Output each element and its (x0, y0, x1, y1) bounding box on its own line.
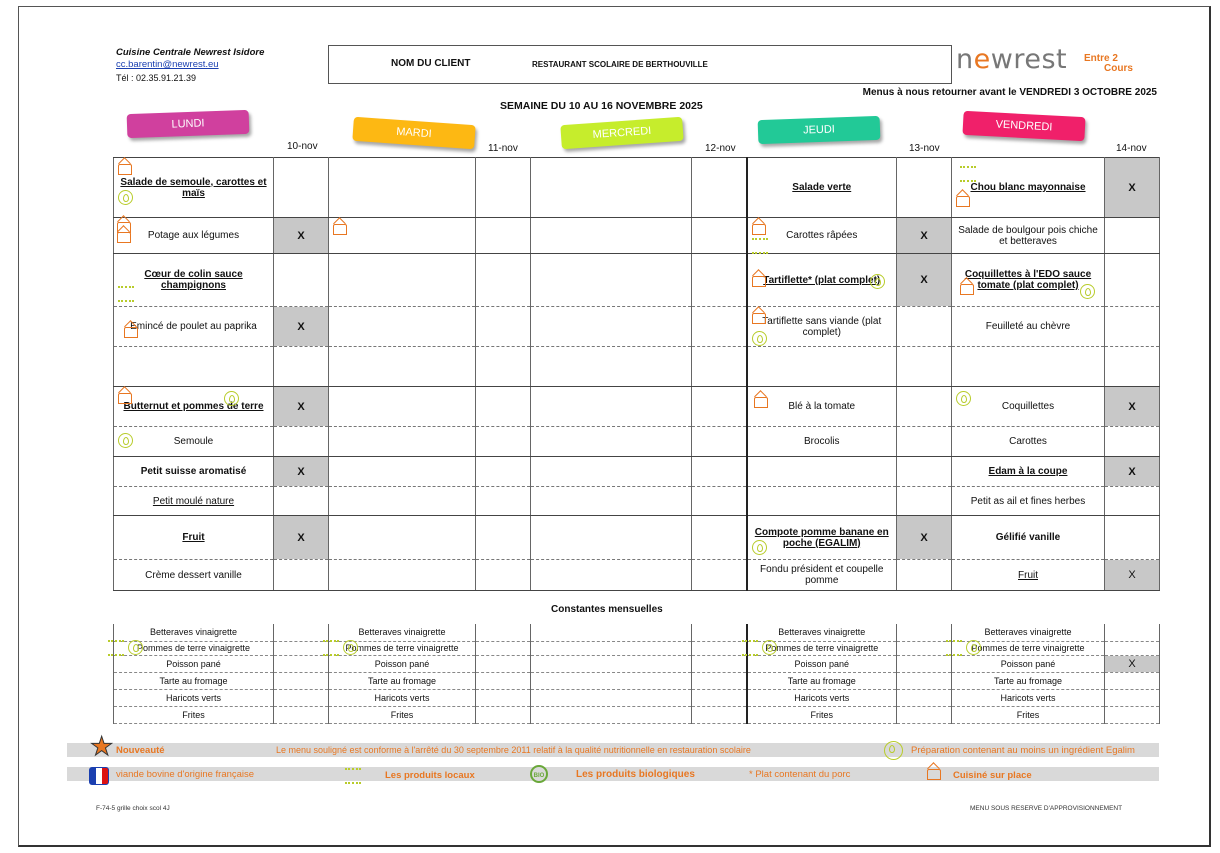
constant-item: Tarte au fromage (952, 672, 1105, 689)
dish-cell-jeu (747, 254, 897, 307)
day-tab-jeudi: JEUDI (758, 116, 881, 144)
choice-cell-jeu (897, 487, 952, 516)
date-mercredi: 12-nov (705, 143, 736, 154)
date-lundi: 10-nov (287, 141, 318, 152)
choice-cell-mer (692, 307, 747, 347)
dish-cell-mar (329, 254, 476, 307)
date-vendredi: 14-nov (1116, 143, 1147, 154)
local-product-icon (118, 286, 134, 302)
constant-row (114, 706, 1160, 723)
dish-name: Feuilleté au chèvre (985, 321, 1071, 332)
constant-choice (692, 689, 747, 706)
dish-cell-mar (329, 560, 476, 591)
constant-row (114, 641, 1160, 655)
dish-cell-mar (329, 427, 476, 457)
choice-cell-jeu: X (897, 254, 952, 307)
constant-item: Pommes de terre vinaigrette (952, 641, 1105, 655)
dish-cell-mar (329, 457, 476, 487)
local-product-icon (752, 238, 768, 254)
legend-bio: Les produits biologiques (576, 769, 695, 780)
dish-cell-mer (531, 254, 692, 307)
dish-name: Petit as ail et fines herbes (970, 495, 1086, 507)
dish-cell-mer (531, 218, 692, 254)
dish-cell-jeu (747, 457, 897, 487)
dish-cell-mon (114, 218, 274, 254)
house-icon (752, 224, 766, 235)
constant-choice (274, 689, 329, 706)
constant-item: Pommes de terre vinaigrette (114, 641, 274, 655)
constant-choice (531, 672, 692, 689)
dish-cell-mer (531, 427, 692, 457)
dish-cell-mon (114, 387, 274, 427)
dish-cell-jeu (747, 427, 897, 457)
dish-name: Crème dessert vanille (145, 569, 242, 581)
dish-cell-mer (531, 347, 692, 387)
dish-cell-mer (531, 516, 692, 560)
choice-cell-mar (476, 457, 531, 487)
table-row (114, 347, 1160, 387)
beef-icon (89, 767, 109, 785)
constant-choice (531, 641, 692, 655)
leaf-icon (224, 391, 239, 406)
dish-cell-mar (329, 218, 476, 254)
dish-cell-mon (114, 560, 274, 591)
leaf-icon (966, 640, 981, 655)
choice-cell-mar (476, 347, 531, 387)
choice-cell-mer (692, 427, 747, 457)
constant-choice-vendredi (1105, 672, 1160, 689)
week-title: SEMAINE DU 10 AU 16 NOVEMBRE 2025 (500, 100, 703, 112)
choice-cell-jeu (897, 560, 952, 591)
constant-choice-vendredi (1105, 624, 1160, 641)
choice-cell-ven (1105, 427, 1160, 457)
leaf-icon (752, 331, 767, 346)
dish-cell-mar (329, 487, 476, 516)
dish-cell-mer (531, 387, 692, 427)
constant-choice (692, 655, 747, 672)
email-link[interactable]: cc.barentin@newrest.eu (116, 59, 219, 70)
footer-ref: F-74-5 grille choix scol 4J (96, 805, 170, 812)
constant-item: Haricots verts (114, 689, 274, 706)
dish-name: Semoule (173, 436, 214, 447)
choice-cell-mer (692, 254, 747, 307)
choice-cell-mar (476, 387, 531, 427)
dish-cell-mar (329, 307, 476, 347)
day-tab-mercredi: MERCREDI (560, 117, 683, 149)
constant-choice-vendredi (1105, 689, 1160, 706)
legend-underline: Le menu souligné est conforme à l'arrêté du 30 septembre 2011 relatif à la qualité nutritionnelle en restauration scolaire (276, 745, 751, 755)
table-row (114, 218, 1160, 254)
choice-cell-mer (692, 516, 747, 560)
constant-choice (897, 655, 952, 672)
local-product-icon (742, 640, 758, 656)
dish-cell-ven (952, 457, 1105, 487)
newrest-logo: newrest (956, 44, 1068, 75)
dish-cell-mar (329, 158, 476, 218)
dish-cell-jeu (747, 487, 897, 516)
dish-cell-mon (114, 307, 274, 347)
star-icon: ★ (90, 731, 114, 761)
client-label: NOM DU CLIENT (391, 58, 471, 69)
phone: Tél : 02.35.91.21.39 (116, 73, 197, 83)
dish-cell-ven (952, 158, 1105, 218)
choice-cell-mon (274, 487, 329, 516)
house-icon (117, 232, 131, 243)
choice-cell-jeu: X (897, 516, 952, 560)
dish-cell-ven (952, 307, 1105, 347)
constant-choice (897, 689, 952, 706)
constant-item: Poisson pané (114, 655, 274, 672)
dish-cell-mar (329, 387, 476, 427)
dish-cell-mon (114, 158, 274, 218)
dish-name: Tartiflette sans viande (plat complet) (762, 315, 882, 338)
constant-choice (692, 641, 747, 655)
choice-cell-jeu (897, 387, 952, 427)
choice-cell-ven (1105, 307, 1160, 347)
constant-row (114, 655, 1160, 672)
dish-name: Emincé de poulet au paprika (130, 321, 257, 332)
dish-cell-mer (531, 560, 692, 591)
dish-name: Salade verte (792, 182, 852, 193)
constant-item: Betteraves vinaigrette (952, 624, 1105, 641)
house-icon (927, 769, 941, 780)
choice-cell-mer (692, 560, 747, 591)
leaf-icon (870, 274, 885, 289)
house-icon (333, 224, 347, 235)
house-icon (124, 327, 138, 338)
table-row (114, 516, 1160, 560)
choice-cell-ven (1105, 254, 1160, 307)
table-row (114, 158, 1160, 218)
constant-item: Haricots verts (329, 689, 476, 706)
dish-cell-jeu (747, 516, 897, 560)
constant-choice (274, 672, 329, 689)
table-row (114, 254, 1160, 307)
dish-cell-mon (114, 347, 274, 387)
table-row (114, 387, 1160, 427)
choice-cell-ven: X (1105, 457, 1160, 487)
dish-name: Carottes râpées (786, 230, 858, 241)
choice-cell-ven: X (1105, 560, 1160, 591)
choice-cell-ven (1105, 218, 1160, 254)
dish-name: Petit moulé nature (152, 495, 235, 507)
house-icon (956, 196, 970, 207)
legend-beef: viande bovine d'origine française (116, 769, 255, 780)
dish-name: Tartiflette* (plat complet) (763, 274, 881, 286)
dish-name: Salade de semoule, carottes et maïs (120, 176, 267, 199)
constant-item: Frites (329, 706, 476, 723)
table-row (114, 560, 1160, 591)
choice-cell-mar (476, 307, 531, 347)
client-name: RESTAURANT SCOLAIRE DE BERTHOUVILLE (532, 60, 708, 69)
choice-cell-mon: X (274, 218, 329, 254)
choice-cell-mon (274, 158, 329, 218)
dish-name: Compote pomme banane en poche (EGALIM) (754, 526, 889, 549)
dish-cell-ven (952, 218, 1105, 254)
choice-cell-mar (476, 254, 531, 307)
choice-cell-mon: X (274, 516, 329, 560)
dish-name: Brocolis (803, 436, 840, 447)
dish-cell-mer (531, 158, 692, 218)
choice-cell-mer (692, 158, 747, 218)
legend-new: Nouveauté (116, 745, 165, 756)
choice-cell-mon (274, 347, 329, 387)
choice-cell-mar (476, 516, 531, 560)
constant-choice (531, 655, 692, 672)
constant-choice (274, 706, 329, 723)
local-product-icon (960, 166, 976, 182)
leaf-icon (762, 640, 777, 655)
constant-choice (692, 624, 747, 641)
dish-cell-jeu (747, 560, 897, 591)
constant-choice (274, 655, 329, 672)
house-icon (752, 276, 766, 287)
constant-item: Poisson pané (329, 655, 476, 672)
constant-item: Pommes de terre vinaigrette (329, 641, 476, 655)
constant-item: Tarte au fromage (114, 672, 274, 689)
constant-item: Poisson pané (952, 655, 1105, 672)
dish-cell-ven (952, 516, 1105, 560)
dish-name: Petit suisse aromatisé (140, 466, 247, 477)
dish-name: Chou blanc mayonnaise (970, 182, 1086, 193)
day-tab-mardi: MARDI (352, 117, 475, 149)
dish-name: Edam à la coupe (988, 466, 1068, 477)
table-row (114, 427, 1160, 457)
constant-row (114, 624, 1160, 641)
house-icon (960, 284, 974, 295)
choice-cell-jeu (897, 457, 952, 487)
leaf-icon (118, 190, 133, 205)
constant-item: Betteraves vinaigrette (747, 624, 897, 641)
choice-cell-mar (476, 560, 531, 591)
house-icon (118, 393, 132, 404)
dish-name: Butternut et pommes de terre (123, 401, 264, 412)
constants-grid (113, 624, 1160, 724)
constant-item: Haricots verts (747, 689, 897, 706)
choice-cell-mar (476, 158, 531, 218)
legend-pork: * Plat contenant du porc (749, 769, 851, 780)
choice-cell-mer (692, 387, 747, 427)
dish-cell-mar (329, 347, 476, 387)
menu-grid (113, 157, 1160, 591)
dish-cell-jeu (747, 307, 897, 347)
dish-name: Salade de boulgour pois chiche et betteraves (958, 224, 1098, 247)
dish-cell-mer (531, 457, 692, 487)
constant-item: Betteraves vinaigrette (329, 624, 476, 641)
house-icon (754, 397, 768, 408)
leaf-icon (343, 640, 358, 655)
client-box (328, 45, 952, 84)
choice-cell-ven: X (1105, 387, 1160, 427)
leaf-icon (752, 540, 767, 555)
choice-cell-mon (274, 560, 329, 591)
constant-choice (274, 641, 329, 655)
dish-cell-mon (114, 427, 274, 457)
constant-choice (897, 641, 952, 655)
local-product-icon (345, 768, 361, 784)
dish-cell-jeu (747, 158, 897, 218)
bio-icon: BIO (530, 765, 548, 783)
leaf-icon (956, 391, 971, 406)
constant-choice (897, 624, 952, 641)
choice-cell-mon: X (274, 387, 329, 427)
dish-name: Gélifié vanille (995, 532, 1061, 543)
constant-choice (692, 672, 747, 689)
house-icon (752, 313, 766, 324)
dish-name: Fruit (1018, 569, 1038, 581)
dish-cell-ven (952, 427, 1105, 457)
choice-cell-jeu (897, 347, 952, 387)
dish-cell-mon (114, 457, 274, 487)
constant-item: Frites (952, 706, 1105, 723)
constant-choice-vendredi: X (1105, 655, 1160, 672)
dish-name: Fondu président et coupelle pomme (760, 564, 884, 586)
choice-cell-mon: X (274, 307, 329, 347)
local-product-icon (108, 640, 124, 656)
constant-choice (476, 655, 531, 672)
local-product-icon (946, 640, 962, 656)
table-row (114, 487, 1160, 516)
choice-cell-ven: X (1105, 158, 1160, 218)
constant-choice (274, 624, 329, 641)
constant-choice-vendredi (1105, 641, 1160, 655)
house-icon (118, 164, 132, 175)
dish-cell-mon (114, 516, 274, 560)
dish-cell-ven (952, 487, 1105, 516)
constant-choice (531, 624, 692, 641)
dish-cell-mer (531, 307, 692, 347)
constant-choice (476, 706, 531, 723)
dish-cell-ven (952, 347, 1105, 387)
leaf-icon (128, 640, 143, 655)
day-tab-lundi: LUNDI (127, 110, 250, 138)
choice-cell-jeu (897, 158, 952, 218)
leaf-icon (884, 741, 903, 760)
constant-choice (897, 672, 952, 689)
constant-choice (531, 689, 692, 706)
dish-cell-ven (952, 254, 1105, 307)
choice-cell-ven (1105, 516, 1160, 560)
constant-item: Tarte au fromage (747, 672, 897, 689)
table-row (114, 457, 1160, 487)
constant-item: Pommes de terre vinaigrette (747, 641, 897, 655)
constant-item: Tarte au fromage (329, 672, 476, 689)
org-name: Cuisine Centrale Newrest Isidore (116, 47, 265, 58)
choice-cell-mer (692, 218, 747, 254)
constant-choice (531, 706, 692, 723)
local-product-icon (323, 640, 339, 656)
dish-cell-jeu (747, 218, 897, 254)
constant-row (114, 689, 1160, 706)
footer-reserve: MENU SOUS RESERVE D'APPROVISIONNEMENT (970, 805, 1123, 812)
choice-cell-mar (476, 487, 531, 516)
legend-local: Les produits locaux (385, 770, 475, 781)
choice-cell-jeu (897, 307, 952, 347)
choice-cell-mon: X (274, 457, 329, 487)
choice-cell-ven (1105, 487, 1160, 516)
constant-item: Poisson pané (747, 655, 897, 672)
leaf-icon (118, 433, 133, 448)
deadline-text: Menus à nous retourner avant le VENDREDI 3 OCTOBRE 2025 (862, 87, 1157, 98)
dish-cell-ven (952, 560, 1105, 591)
choice-cell-mon (274, 254, 329, 307)
dish-cell-jeu (747, 387, 897, 427)
constants-title: Constantes mensuelles (551, 604, 663, 615)
dish-cell-mar (329, 516, 476, 560)
dish-name: Fruit (182, 532, 205, 543)
constant-item: Frites (114, 706, 274, 723)
constant-item: Frites (747, 706, 897, 723)
dish-name: Coquillettes (1001, 401, 1055, 412)
dish-cell-mon (114, 487, 274, 516)
constant-choice (476, 624, 531, 641)
dish-name: Carottes (1009, 436, 1047, 447)
dish-name: Coquillettes à l'EDO sauce tomate (plat complet) (964, 269, 1092, 291)
legend-onsite: Cuisiné sur place (953, 770, 1032, 781)
constant-choice (476, 672, 531, 689)
constant-choice-vendredi (1105, 706, 1160, 723)
legend-egalim: Préparation contenant au moins un ingrédient Egalim (911, 745, 1135, 756)
date-jeudi: 13-nov (909, 143, 940, 154)
choice-cell-mar (476, 427, 531, 457)
entre2cours-logo: Entre 2 Cours (1084, 53, 1133, 74)
constant-choice (476, 641, 531, 655)
constant-choice (692, 706, 747, 723)
choice-cell-jeu (897, 427, 952, 457)
choice-cell-mer (692, 487, 747, 516)
constant-item: Haricots verts (952, 689, 1105, 706)
date-mardi: 11-nov (488, 143, 518, 154)
dish-name: Potage aux légumes (147, 230, 240, 241)
constant-choice (476, 689, 531, 706)
choice-cell-mon (274, 427, 329, 457)
dish-name: Cœur de colin sauce champignons (144, 269, 243, 291)
table-row (114, 307, 1160, 347)
choice-cell-mer (692, 457, 747, 487)
choice-cell-ven (1105, 347, 1160, 387)
dish-cell-ven (952, 387, 1105, 427)
choice-cell-jeu: X (897, 218, 952, 254)
leaf-icon (1080, 284, 1095, 299)
constant-choice (897, 706, 952, 723)
constant-row (114, 672, 1160, 689)
day-tab-vendredi: VENDREDI (962, 111, 1085, 141)
constant-item: Betteraves vinaigrette (114, 624, 274, 641)
dish-cell-mon (114, 254, 274, 307)
dish-name: Blé à la tomate (788, 401, 856, 412)
choice-cell-mar (476, 218, 531, 254)
dish-cell-mer (531, 487, 692, 516)
choice-cell-mer (692, 347, 747, 387)
dish-cell-jeu (747, 347, 897, 387)
